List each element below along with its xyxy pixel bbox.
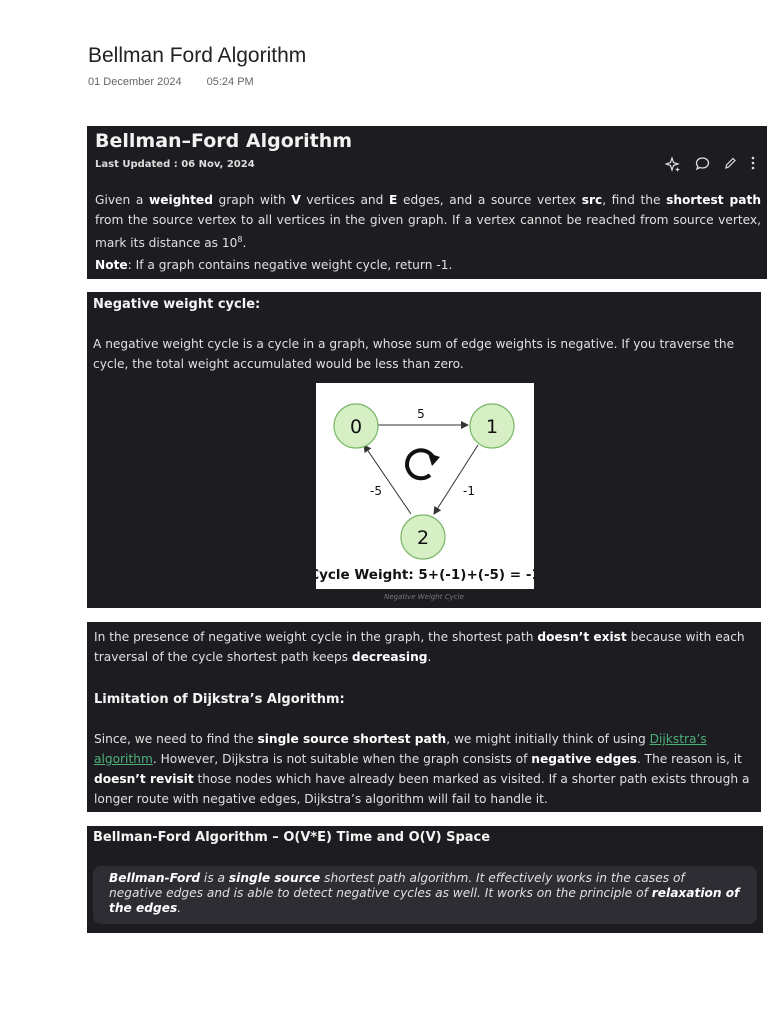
comment-icon [695, 156, 710, 171]
dijkstra-link[interactable]: Dijkstra’s algorithm [94, 732, 707, 766]
last-updated: Last Updated : 06 Nov, 2024 [95, 159, 255, 170]
edge-label-0-1: 5 [417, 407, 425, 421]
page-title: Bellman Ford Algorithm [88, 44, 307, 67]
cycle-weight-label: Cycle Weight: 5+(-1)+(-5) = -1 [316, 567, 534, 583]
negative-cycle-paragraph: A negative weight cycle is a cycle in a graph, whose sum of edge weights is negative. If you traverse the cycle, the total weight accumulated would be less than zero. [93, 337, 735, 371]
node-label-0: 0 [349, 416, 363, 438]
bellman-ford-clip [87, 826, 763, 933]
edge-1-2 [434, 445, 478, 514]
cycle-diagram [316, 383, 534, 589]
dijkstra-paragraph: Since, we need to find the single source shortest path, we might initially think of using Dijkstra’s algorithm. However, Dijkstra is not suitable when the graph consists of negative edges. The reason is, it doesn’t revisit those nodes which have already been marked as visited. If a shorter path exists through a longer route with negative edges, Dijkstra’s algorithm will fail to handle it. [94, 732, 750, 806]
page-meta [88, 76, 254, 88]
article-title: Bellman–Ford Algorithm [95, 130, 353, 152]
edge-label-1-2: -1 [463, 484, 475, 498]
figure-caption: Negative Weight Cycle [384, 593, 464, 601]
article-tools [665, 156, 755, 172]
negative-cycle-clip [87, 292, 761, 608]
more-icon [751, 156, 755, 170]
no-shortest-path-paragraph: In the presence of negative weight cycle in the graph, the shortest path doesn’t exist because with each traversal of the cycle shortest path keeps decreasing. [94, 630, 745, 664]
article-header-clip [87, 126, 767, 279]
section-heading-dijkstra: Limitation of Dijkstra’s Algorithm: [94, 692, 345, 707]
edge-2-0 [364, 445, 411, 514]
node-label-2: 2 [416, 527, 430, 549]
page-time: 05:24 PM [206, 76, 254, 88]
bellman-ford-callout: Bellman-Ford is a single source shortest path algorithm. It effectively works in the cases of negative edges and is able to detect negative cycles as well. It works on the principle of relaxation of the edges. [93, 866, 757, 924]
note-paragraph: Note: If a graph contains negative weight cycle, return -1. [95, 258, 453, 272]
dijkstra-limitation-clip [87, 622, 761, 812]
page-date: 01 December 2024 [88, 76, 182, 88]
section-heading-bellman-ford: Bellman-Ford Algorithm – O(V*E) Time and O(V) Space [93, 830, 491, 845]
intro-paragraph: Given a weighted graph with V vertices and E edges, and a source vertex src, find the shortest path from the source vertex to all vertices in the given graph. If a vertex cannot be reached from source vertex, mark its distance as $10^8$. [95, 193, 762, 251]
edit-icon [724, 156, 737, 170]
negative-cycle-figure [316, 383, 534, 589]
cycle-arrow-icon [407, 450, 440, 478]
sparkle-icon [665, 156, 681, 172]
section-heading-negative-cycle: Negative weight cycle: [93, 297, 261, 312]
node-label-1: 1 [485, 416, 499, 438]
edge-label-2-0: -5 [370, 484, 382, 498]
